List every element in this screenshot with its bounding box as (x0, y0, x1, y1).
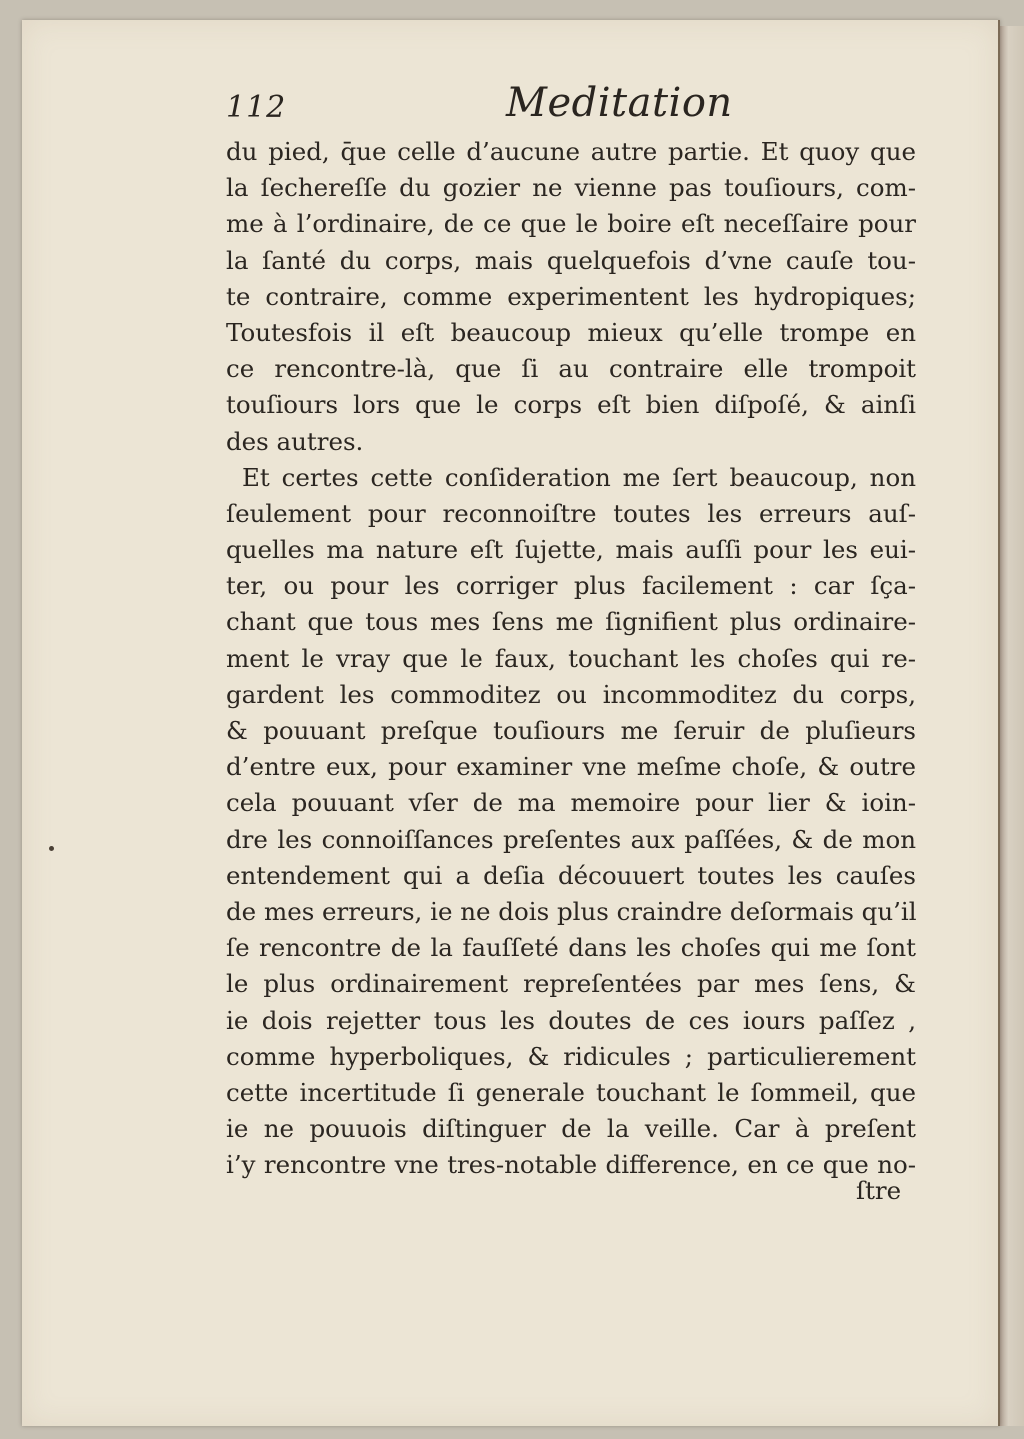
text-line: des autres. (226, 426, 364, 456)
text-line: du pied, q̄ue celle d’aucune autre partie. Et quoy que (226, 137, 916, 166)
text-line: gardent les commoditez ou incommoditez du corps, (226, 679, 916, 709)
text-line: cela pouuant vſer de ma memoire pour lier & ioin- (226, 788, 916, 818)
text-line: ſeulement pour reconnoiſtre toutes les erreurs auſ- (226, 498, 916, 528)
text-line: quelles ma nature eſt ſujette, mais auſſi pour les eui- (226, 535, 916, 565)
text-line: dre les connoiſſances preſentes aux paſſées, & de mon (226, 824, 916, 854)
text-line: chant que tous mes ſens me ſignifient plus ordinaire- (226, 607, 916, 637)
text-line: cette incertitude ſi generale touchant le ſommeil, que (226, 1077, 916, 1107)
text-line: entendement qui a deſia découuert toutes les cauſes (226, 860, 916, 890)
text-line: ie dois rejetter tous les doutes de ces iours paſſez , (226, 1005, 916, 1035)
text-line: Toutesfois il eſt beaucoup mieux qu’elle trompe en (226, 317, 916, 347)
page-header (226, 80, 916, 130)
text-line: le plus ordinairement repreſentées par mes ſens, & (226, 969, 916, 999)
adjacent-page-edge (998, 26, 1024, 1426)
paragraph-first-line: Et certes cette conſideration me ſert beaucoup, non (242, 462, 916, 492)
catchword: ſtre (856, 1176, 902, 1205)
text-line: ſe rencontre de la fauſſeté dans les choſes qui me ſont (226, 933, 916, 963)
text-line: te contraire, comme experimentent les hydropiques; (226, 281, 916, 311)
text-line: & pouuant preſque touſiours me ſeruir de pluſieurs (226, 716, 916, 745)
ink-speck (49, 846, 54, 851)
text-line: la ſechereſſe du gozier ne vienne pas touſiours, com- (226, 173, 916, 203)
running-title: Meditation (506, 80, 733, 126)
page-number: 112 (226, 90, 287, 125)
text-line: me à l’ordinaire, de ce que le boire eſt neceſſaire pour (226, 209, 916, 239)
body-text (226, 134, 916, 1183)
text-line: ce rencontre-là, que ſi au contraire elle trompoit (226, 354, 916, 384)
text-line: ie ne pouuois diſtinguer de la veille. Car à preſent (226, 1114, 916, 1144)
text-line: comme hyperboliques, & ridicules ; particulierement (226, 1041, 916, 1071)
text-line: d’entre eux, pour examiner vne meſme choſe, & outre (226, 752, 916, 782)
text-line: i’y rencontre vne tres-notable difference, en ce que no- (226, 1150, 916, 1180)
text-line: ter, ou pour les corriger plus facilement : car ſça- (226, 571, 916, 601)
text-line: de mes erreurs, ie ne dois plus craindre deſormais qu’il (226, 896, 917, 926)
text-line: touſiours lors que le corps eſt bien diſpoſé, & ainſi (226, 390, 916, 420)
text-line: ment le vray que le faux, touchant les choſes qui re- (226, 643, 916, 673)
text-line: la ſanté du corps, mais quelquefois d’vne cauſe tou- (226, 245, 916, 275)
